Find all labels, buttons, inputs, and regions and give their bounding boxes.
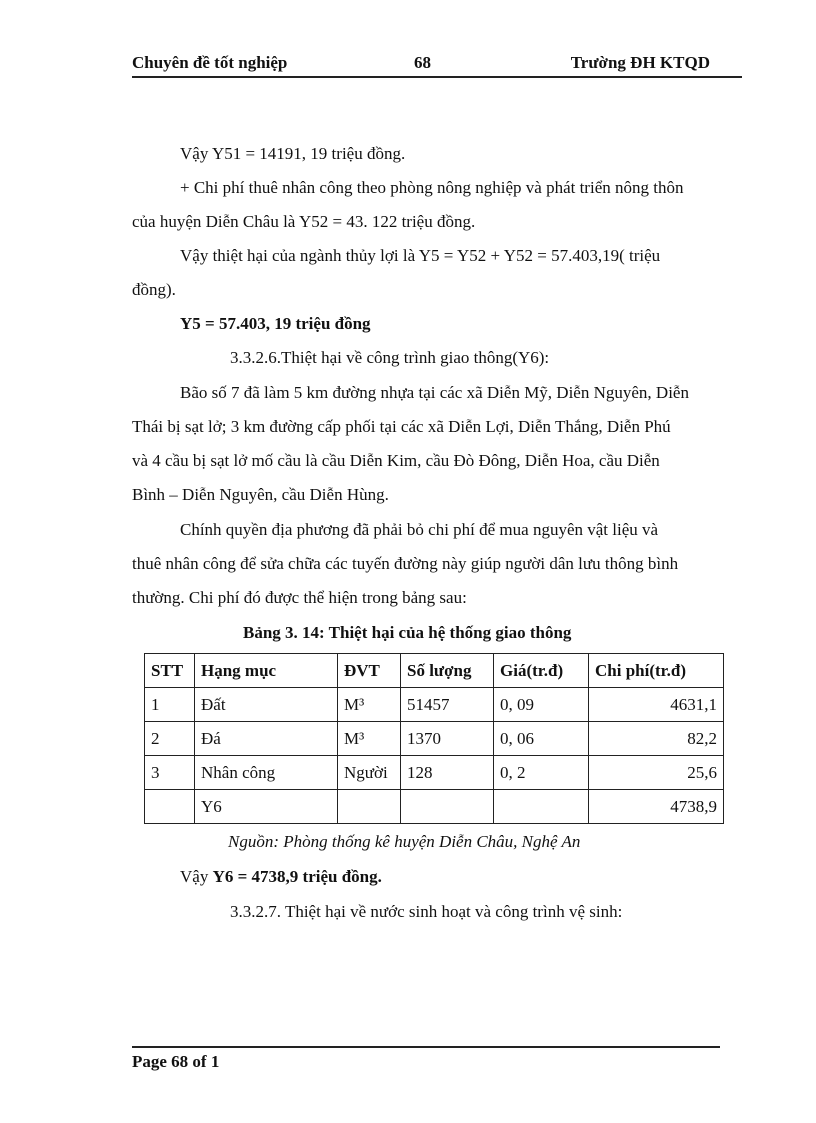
header-cell-unit: ĐVT [338, 654, 401, 688]
header-cell-item: Hạng mục [195, 654, 338, 688]
y6-result [180, 867, 382, 887]
paragraph-repair-line1: Chính quyền địa phương đã phải bỏ chi phí để mua nguyên vật liệu và [180, 520, 659, 539]
cell-unit: Người [338, 756, 401, 790]
paragraph-repair-line3: thường. Chi phí đó được thể hiện trong bảng sau: [132, 588, 467, 607]
cell-stt [145, 790, 195, 824]
page-header [132, 52, 742, 78]
cell-quantity: 1370 [401, 722, 494, 756]
paragraph-storm-line4: Bình – Diễn Nguyên, cầu Diễn Hùng. [132, 485, 389, 504]
table-row [145, 722, 724, 756]
header-page-number: 68 [414, 53, 431, 72]
y5-result: Y5 = 57.403, 19 triệu đồng [180, 314, 371, 333]
cell-unit: M³ [338, 688, 401, 722]
transport-damage-table [144, 653, 724, 824]
cell-item: Y6 [195, 790, 338, 824]
table-row [145, 688, 724, 722]
cell-stt: 1 [145, 688, 195, 722]
cell-item: Nhân công [195, 756, 338, 790]
cell-unit [338, 790, 401, 824]
header-cell-quantity: Số lượng [401, 654, 494, 688]
paragraph-repair-line2: thuê nhân công để sửa chữa các tuyến đường này giúp người dân lưu thông bình [132, 554, 679, 573]
header-cell-stt: STT [145, 654, 195, 688]
footer-divider [132, 1046, 720, 1048]
section-heading-3-3-2-6: 3.3.2.6.Thiệt hại về công trình giao thông(Y6): [230, 348, 550, 367]
header-cell-price: Giá(tr.đ) [494, 654, 589, 688]
paragraph-labor-cost-line1: + Chi phí thuê nhân công theo phòng nông nghiệp và phát triển nông thôn [180, 178, 684, 197]
cell-quantity: 51457 [401, 688, 494, 722]
paragraph-storm-line2: Thái bị sạt lở; 3 km đường cấp phối tại các xã Diễn Lợi, Diễn Thắng, Diễn Phú [132, 417, 671, 436]
y6-prefix: Vậy [180, 867, 213, 886]
page-footer: Page 68 of 1 [132, 1052, 220, 1071]
y6-value: Y6 = 4738,9 triệu đồng. [212, 867, 382, 886]
cell-price: 0, 06 [494, 722, 589, 756]
header-cell-cost: Chi phí(tr.đ) [589, 654, 724, 688]
cell-unit: M³ [338, 722, 401, 756]
paragraph-irrigation-line1: Vậy thiệt hại của ngành thủy lợi là Y5 = Y52 + Y52 = 57.403,19( triệu [180, 246, 661, 265]
cell-price: 0, 2 [494, 756, 589, 790]
header-left: Chuyên đề tốt nghiệp [132, 53, 288, 72]
paragraph-irrigation-line2: đồng). [132, 280, 176, 299]
cell-stt: 2 [145, 722, 195, 756]
paragraph-storm-line1: Bão số 7 đã làm 5 km đường nhựa tại các xã Diễn Mỹ, Diễn Nguyên, Diễn [180, 383, 689, 402]
paragraph-y51: Vậy Y51 = 14191, 19 triệu đồng. [180, 144, 406, 163]
cell-cost: 4738,9 [589, 790, 724, 824]
cell-cost: 82,2 [589, 722, 724, 756]
table-caption: Bảng 3. 14: Thiệt hại của hệ thống giao thông [243, 623, 572, 642]
cell-quantity [401, 790, 494, 824]
table-source: Nguồn: Phòng thống kê huyện Diễn Châu, Nghệ An [228, 832, 581, 851]
header-right: Trường ĐH KTQD [570, 53, 710, 72]
paragraph-labor-cost-line2: của huyện Diễn Châu là Y52 = 43. 122 triệu đồng. [132, 212, 476, 231]
section-heading-3-3-2-7: 3.3.2.7. Thiệt hại về nước sinh hoạt và công trình vệ sinh: [230, 902, 623, 921]
cell-cost: 4631,1 [589, 688, 724, 722]
cell-stt: 3 [145, 756, 195, 790]
paragraph-storm-line3: và 4 cầu bị sạt lở mố cầu là cầu Diễn Kim, cầu Đò Đông, Diễn Hoa, cầu Diễn [132, 451, 660, 470]
cell-price: 0, 09 [494, 688, 589, 722]
cell-price [494, 790, 589, 824]
cell-cost: 25,6 [589, 756, 724, 790]
table-total-row [145, 790, 724, 824]
cell-item: Đất [195, 688, 338, 722]
cell-item: Đá [195, 722, 338, 756]
cell-quantity: 128 [401, 756, 494, 790]
table-row [145, 756, 724, 790]
table-header-row [145, 654, 724, 688]
